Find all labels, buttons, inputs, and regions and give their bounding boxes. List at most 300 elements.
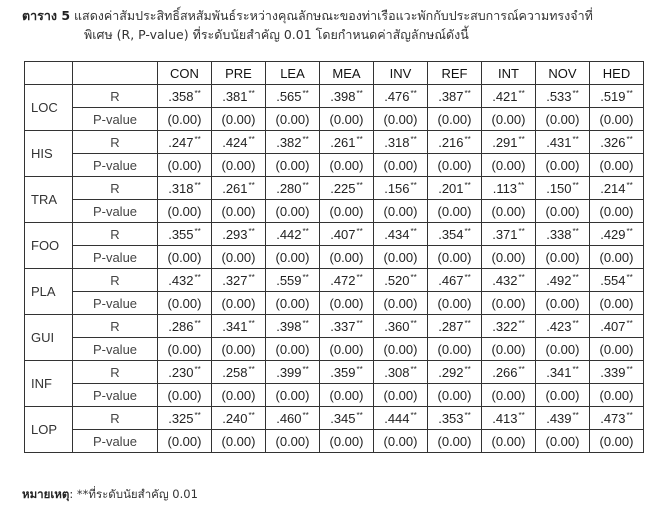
r-value-cell [212,315,266,338]
p-value-cell: (0.00) [266,154,320,177]
p-value-cell: (0.00) [158,338,212,361]
table-row-p [25,246,644,269]
r-value: .399 [276,364,302,380]
significance-mark: ** [302,318,309,328]
p-value-cell: (0.00) [590,246,644,269]
significance-mark: ** [626,272,633,282]
r-value: .358 [168,88,194,104]
significance-mark: ** [626,88,633,98]
r-value-cell [212,269,266,292]
r-value: .432 [168,272,194,288]
header-row [25,62,644,85]
r-value: .150 [546,180,572,196]
significance-mark: ** [248,364,255,374]
r-value: .492 [546,272,572,288]
column-header-nov: NOV [536,62,590,85]
r-value: .472 [330,272,356,288]
r-value-cell [320,315,374,338]
significance-mark: ** [464,180,471,190]
column-header-ref: REF [428,62,482,85]
r-value: .318 [384,134,410,150]
r-value: .337 [330,318,356,334]
column-header-hed: HED [590,62,644,85]
r-value-cell [320,131,374,154]
significance-mark: ** [194,88,201,98]
p-value-cell: (0.00) [320,108,374,131]
table-row-p [25,108,644,131]
significance-mark: ** [518,226,525,236]
significance-mark: ** [356,272,363,282]
r-value: .407 [330,226,356,242]
significance-mark: ** [302,226,309,236]
p-value-cell: (0.00) [428,384,482,407]
table-row-p [25,430,644,453]
r-value-cell [266,269,320,292]
p-value-cell: (0.00) [374,246,428,269]
r-value-cell [374,177,428,200]
p-value-cell: (0.00) [590,292,644,315]
r-value-cell [536,131,590,154]
significance-mark: ** [518,180,525,190]
r-value-cell [428,85,482,108]
p-value-cell: (0.00) [320,338,374,361]
r-value: .258 [222,364,248,380]
correlation-table [24,61,644,453]
p-value-cell: (0.00) [428,108,482,131]
caption-label: ตาราง 5 [22,8,71,23]
significance-mark: ** [626,226,633,236]
r-value: .371 [492,226,518,242]
r-value: .444 [384,410,410,426]
variable-label: PLA [25,269,73,315]
r-value-cell [482,361,536,384]
column-header-int: INT [482,62,536,85]
r-value: .439 [546,410,572,426]
significance-mark: ** [410,272,417,282]
r-value: .355 [168,226,194,242]
row-label-r: R [73,177,158,200]
r-value-cell [158,131,212,154]
table-row-r [25,361,644,384]
r-value-cell [374,269,428,292]
r-value-cell [374,407,428,430]
r-value: .230 [168,364,194,380]
p-value-cell: (0.00) [428,246,482,269]
p-value-cell: (0.00) [374,108,428,131]
significance-mark: ** [248,272,255,282]
significance-mark: ** [302,180,309,190]
p-value-cell: (0.00) [482,108,536,131]
p-value-cell: (0.00) [374,338,428,361]
significance-mark: ** [302,364,309,374]
p-value-cell: (0.00) [590,108,644,131]
p-value-cell: (0.00) [266,384,320,407]
significance-mark: ** [626,180,633,190]
r-value: .413 [492,410,518,426]
p-value-cell: (0.00) [320,154,374,177]
p-value-cell: (0.00) [158,384,212,407]
p-value-cell: (0.00) [158,108,212,131]
r-value: .432 [492,272,518,288]
r-value-cell [374,223,428,246]
p-value-cell: (0.00) [428,200,482,223]
r-value-cell [428,131,482,154]
r-value-cell [320,407,374,430]
significance-mark: ** [572,88,579,98]
r-value: .554 [600,272,626,288]
p-value-cell: (0.00) [482,292,536,315]
r-value-cell [536,361,590,384]
p-value-cell: (0.00) [428,154,482,177]
r-value-cell [536,85,590,108]
r-value: .424 [222,134,248,150]
significance-mark: ** [248,88,255,98]
r-value-cell [428,315,482,338]
significance-mark: ** [248,180,255,190]
table-row-r [25,269,644,292]
p-value-cell: (0.00) [212,200,266,223]
r-value-cell [590,315,644,338]
r-value: .322 [492,318,518,334]
table-row-p [25,154,644,177]
row-label-r: R [73,223,158,246]
r-value-cell [590,407,644,430]
significance-mark: ** [356,318,363,328]
p-value-cell: (0.00) [212,338,266,361]
r-value-cell [482,131,536,154]
r-value-cell [536,177,590,200]
row-label-r: R [73,315,158,338]
significance-mark: ** [518,410,525,420]
table-row-p [25,338,644,361]
r-value: .429 [600,226,626,242]
r-value: .519 [600,88,626,104]
r-value: .247 [168,134,194,150]
p-value-cell: (0.00) [212,292,266,315]
r-value: .341 [222,318,248,334]
p-value-cell: (0.00) [320,384,374,407]
significance-mark: ** [626,364,633,374]
p-value-cell: (0.00) [482,246,536,269]
p-value-cell: (0.00) [212,430,266,453]
table-row-p [25,384,644,407]
p-value-cell: (0.00) [266,430,320,453]
p-value-cell: (0.00) [374,200,428,223]
table-row-r [25,177,644,200]
table-row-p [25,200,644,223]
r-value: .460 [276,410,302,426]
column-header-con: CON [158,62,212,85]
r-value: .318 [168,180,194,196]
significance-mark: ** [410,226,417,236]
r-value: .442 [276,226,302,242]
significance-mark: ** [302,88,309,98]
r-value: .559 [276,272,302,288]
significance-mark: ** [464,272,471,282]
r-value-cell [158,407,212,430]
p-value-cell: (0.00) [590,200,644,223]
p-value-cell: (0.00) [482,384,536,407]
p-value-cell: (0.00) [158,430,212,453]
p-value-cell: (0.00) [482,430,536,453]
row-label-p-value: P-value [73,338,158,361]
r-value: .287 [438,318,464,334]
r-value-cell [266,85,320,108]
r-value-cell [428,361,482,384]
p-value-cell: (0.00) [374,292,428,315]
p-value-cell: (0.00) [158,292,212,315]
r-value-cell [320,177,374,200]
significance-mark: ** [410,410,417,420]
p-value-cell: (0.00) [590,384,644,407]
significance-mark: ** [194,180,201,190]
r-value: .423 [546,318,572,334]
r-value-cell [266,223,320,246]
r-value: .156 [384,180,410,196]
r-value: .261 [330,134,356,150]
r-value-cell [212,223,266,246]
r-value: .339 [600,364,626,380]
r-value-cell [590,269,644,292]
significance-mark: ** [464,410,471,420]
row-label-p-value: P-value [73,384,158,407]
r-value-cell [536,315,590,338]
significance-mark: ** [572,318,579,328]
r-value-cell [590,223,644,246]
significance-mark: ** [248,410,255,420]
r-value: .341 [546,364,572,380]
column-header-inv: INV [374,62,428,85]
r-value: .293 [222,226,248,242]
r-value-cell [266,131,320,154]
r-value-cell [482,407,536,430]
p-value-cell: (0.00) [158,246,212,269]
r-value-cell [428,269,482,292]
significance-mark: ** [572,364,579,374]
r-value-cell [212,361,266,384]
row-label-p-value: P-value [73,154,158,177]
r-value-cell [158,269,212,292]
r-value-cell [428,223,482,246]
p-value-cell: (0.00) [482,338,536,361]
r-value: .291 [492,134,518,150]
variable-label: GUI [25,315,73,361]
row-label-p-value: P-value [73,430,158,453]
row-label-p-value: P-value [73,108,158,131]
p-value-cell: (0.00) [590,430,644,453]
p-value-cell: (0.00) [482,200,536,223]
r-value-cell [212,131,266,154]
r-value: .266 [492,364,518,380]
r-value-cell [590,85,644,108]
r-value: .476 [384,88,410,104]
r-value-cell [158,361,212,384]
r-value-cell [590,131,644,154]
variable-label: FOO [25,223,73,269]
significance-mark: ** [626,410,633,420]
p-value-cell: (0.00) [320,292,374,315]
significance-mark: ** [194,134,201,144]
significance-mark: ** [302,272,309,282]
header-blank-cell [73,62,158,85]
column-header-lea: LEA [266,62,320,85]
r-value-cell [266,361,320,384]
significance-mark: ** [572,180,579,190]
r-value: .354 [438,226,464,242]
significance-mark: ** [626,134,633,144]
significance-mark: ** [248,134,255,144]
r-value-cell [374,85,428,108]
caption-text-1: แสดงค่าสัมประสิทธิ์สหสัมพันธ์ระหว่างคุณลักษณะของท่าเรือแวะพักกับประสบการณ์ความทรงจำที่ [70,8,593,23]
caption-line-1 [22,6,642,25]
significance-mark: ** [356,134,363,144]
row-label-r: R [73,85,158,108]
p-value-cell: (0.00) [158,154,212,177]
p-value-cell: (0.00) [536,384,590,407]
r-value: .325 [168,410,194,426]
variable-label: TRA [25,177,73,223]
row-label-p-value: P-value [73,292,158,315]
significance-mark: ** [518,134,525,144]
variable-label: LOC [25,85,73,131]
r-value: .225 [330,180,356,196]
r-value-cell [590,177,644,200]
p-value-cell: (0.00) [266,108,320,131]
r-value-cell [590,361,644,384]
p-value-cell: (0.00) [536,154,590,177]
table-row-r [25,315,644,338]
r-value: .280 [276,180,302,196]
significance-mark: ** [518,272,525,282]
significance-mark: ** [356,364,363,374]
p-value-cell: (0.00) [266,200,320,223]
table-note [22,486,198,504]
significance-mark: ** [356,180,363,190]
r-value: .431 [546,134,572,150]
row-label-r: R [73,361,158,384]
table-row-r [25,85,644,108]
p-value-cell: (0.00) [536,292,590,315]
r-value: .421 [492,88,518,104]
r-value: .113 [492,180,518,196]
r-value: .216 [438,134,464,150]
p-value-cell: (0.00) [266,338,320,361]
p-value-cell: (0.00) [266,246,320,269]
p-value-cell: (0.00) [212,154,266,177]
r-value-cell [482,177,536,200]
r-value: .359 [330,364,356,380]
r-value: .398 [276,318,302,334]
p-value-cell: (0.00) [158,200,212,223]
significance-mark: ** [194,226,201,236]
r-value: .533 [546,88,572,104]
r-value-cell [266,407,320,430]
r-value-cell [482,85,536,108]
significance-mark: ** [410,134,417,144]
p-value-cell: (0.00) [374,430,428,453]
caption-line-2: พิเศษ (R, P-value) ที่ระดับนัยสำคัญ 0.01 โดยกำหนดค่าสัญลักษณ์ดังนี้ [84,27,469,42]
header-blank-cell [25,62,73,85]
r-value: .345 [330,410,356,426]
r-value-cell [374,361,428,384]
r-value-cell [158,315,212,338]
variable-label: INF [25,361,73,407]
table-row-r [25,407,644,430]
r-value-cell [158,177,212,200]
table-row-p [25,292,644,315]
r-value: .387 [438,88,464,104]
significance-mark: ** [572,226,579,236]
r-value: .360 [384,318,410,334]
significance-mark: ** [518,318,525,328]
p-value-cell: (0.00) [428,292,482,315]
p-value-cell: (0.00) [536,430,590,453]
r-value: .382 [276,134,302,150]
r-value-cell [320,85,374,108]
r-value-cell [266,177,320,200]
significance-mark: ** [356,410,363,420]
p-value-cell: (0.00) [590,154,644,177]
variable-label: LOP [25,407,73,453]
column-header-pre: PRE [212,62,266,85]
significance-mark: ** [194,410,201,420]
significance-mark: ** [248,318,255,328]
r-value: .520 [384,272,410,288]
r-value-cell [158,85,212,108]
r-value: .467 [438,272,464,288]
significance-mark: ** [410,318,417,328]
r-value-cell [536,269,590,292]
r-value-cell [374,315,428,338]
significance-mark: ** [410,364,417,374]
r-value-cell [482,315,536,338]
p-value-cell: (0.00) [212,108,266,131]
significance-mark: ** [464,364,471,374]
p-value-cell: (0.00) [266,292,320,315]
r-value-cell [428,407,482,430]
r-value: .398 [330,88,356,104]
p-value-cell: (0.00) [590,338,644,361]
r-value: .292 [438,364,464,380]
p-value-cell: (0.00) [428,430,482,453]
r-value-cell [536,407,590,430]
r-value: .381 [222,88,248,104]
significance-mark: ** [410,88,417,98]
r-value-cell [482,223,536,246]
p-value-cell: (0.00) [212,384,266,407]
r-value: .338 [546,226,572,242]
r-value-cell [482,269,536,292]
r-value: .214 [600,180,626,196]
significance-mark: ** [464,134,471,144]
row-label-p-value: P-value [73,200,158,223]
row-label-r: R [73,407,158,430]
r-value: .407 [600,318,626,334]
significance-mark: ** [194,272,201,282]
significance-mark: ** [410,180,417,190]
p-value-cell: (0.00) [536,338,590,361]
p-value-cell: (0.00) [374,154,428,177]
significance-mark: ** [356,88,363,98]
variable-label: HIS [25,131,73,177]
r-value-cell [536,223,590,246]
significance-mark: ** [194,318,201,328]
p-value-cell: (0.00) [320,430,374,453]
r-value-cell [266,315,320,338]
row-label-r: R [73,269,158,292]
p-value-cell: (0.00) [536,200,590,223]
table-row-r [25,131,644,154]
